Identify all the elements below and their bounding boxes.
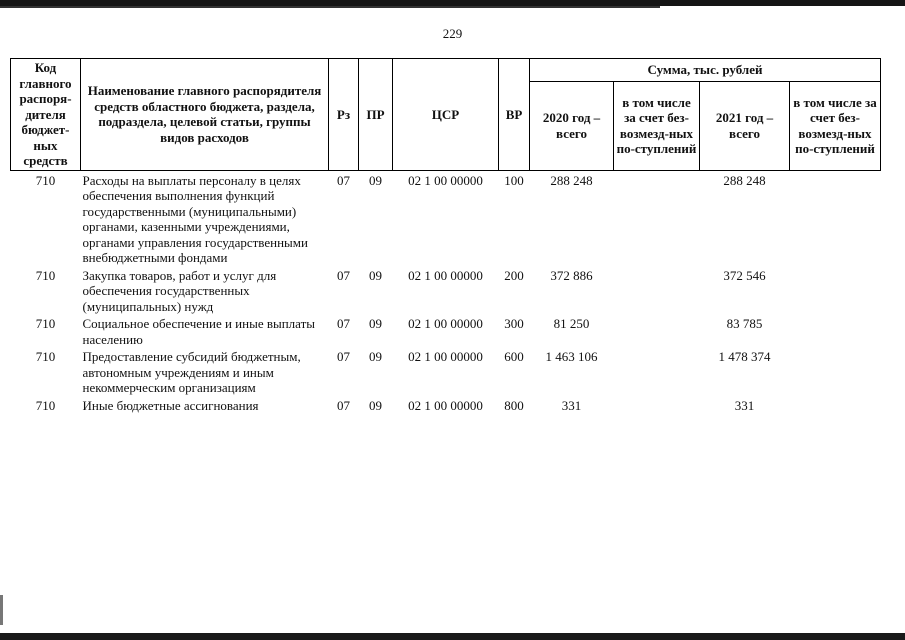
scan-top-border-thin <box>0 6 660 8</box>
cell-vr: 300 <box>504 316 524 331</box>
header-2020-free: в том числе за счет без-возмезд-ных по-ступлений <box>614 82 700 171</box>
cell-2021-total: 1 478 374 <box>718 349 771 364</box>
cell-code: 710 <box>35 397 56 413</box>
cell-vr: 800 <box>504 397 524 413</box>
cell-2021-free <box>790 170 881 268</box>
header-2021-free: в том числе за счет без-возмезд-ных по-ступлений <box>790 82 881 171</box>
cell-rz: 07 <box>337 267 350 283</box>
table-row <box>11 398 881 416</box>
cell-pr: 09 <box>369 316 382 331</box>
header-vr: ВР <box>499 59 530 171</box>
cell-2020-total: 81 250 <box>553 316 590 331</box>
cell-rz: 07 <box>337 349 350 364</box>
cell-2020-free <box>614 170 700 268</box>
cell-2021-free <box>790 316 881 349</box>
cell-2020-total: 372 886 <box>550 267 593 283</box>
cell-code: 710 <box>35 267 56 283</box>
cell-rz: 07 <box>337 397 350 413</box>
cell-name: Закупка товаров, работ и услуг для обеспечения государственных (муниципальных) нужд <box>82 267 277 314</box>
cell-name: Предоставление субсидий бюджетным, автономным учреждениям и иным некоммерческим организациям <box>82 349 301 395</box>
cell-name: Иные бюджетные ассигнования <box>82 397 259 413</box>
cell-vr: 600 <box>504 349 524 364</box>
table-row <box>11 268 881 317</box>
cell-2020-total: 1 463 106 <box>545 349 598 364</box>
cell-2020-free <box>614 316 700 349</box>
header-rz: Рз <box>329 59 359 171</box>
cell-code: 710 <box>35 172 56 188</box>
header-pr: ПР <box>359 59 393 171</box>
cell-2021-total: 331 <box>734 397 755 413</box>
cell-name: Социальное обеспечение и иные выплаты населению <box>82 316 316 347</box>
cell-2020-free <box>614 349 700 398</box>
scan-bottom-border <box>0 633 905 640</box>
cell-pr: 09 <box>369 397 382 413</box>
header-csr: ЦСР <box>393 59 499 171</box>
cell-2020-free <box>614 268 700 317</box>
cell-2020-total: 331 <box>561 397 582 413</box>
scan-left-edge-mark <box>0 595 3 625</box>
header-code: Код главного распоря-дителя бюджет-ных средств <box>11 59 81 171</box>
cell-2021-total: 83 785 <box>726 316 763 331</box>
table-row <box>11 170 881 268</box>
cell-2020-total: 288 248 <box>550 172 593 188</box>
cell-vr: 100 <box>504 172 524 188</box>
cell-name: Расходы на выплаты персоналу в целях обеспечения выполнения функций государственными (муниципальными) органами, казенными учреждениями, органами управления государственными внебюджетными фондами <box>82 172 308 265</box>
header-name: Наименование главного распорядителя средств областного бюджета, раздела, подраздела, целевой статьи, группы видов расходов <box>81 59 329 171</box>
page-number: 229 <box>442 26 463 41</box>
header-sum-group: Сумма, тыс. рублей <box>530 59 881 82</box>
cell-2021-total: 372 546 <box>723 267 766 283</box>
cell-csr: 02 1 00 00000 <box>408 172 483 188</box>
cell-pr: 09 <box>369 172 382 188</box>
cell-2021-free <box>790 349 881 398</box>
cell-code: 710 <box>35 316 56 331</box>
cell-csr: 02 1 00 00000 <box>408 267 483 283</box>
table-row <box>11 316 881 349</box>
table-row <box>11 349 881 398</box>
cell-pr: 09 <box>369 267 382 283</box>
header-2021-total: 2021 год – всего <box>700 82 790 171</box>
cell-vr: 200 <box>504 267 524 283</box>
budget-table <box>10 58 881 415</box>
cell-csr: 02 1 00 00000 <box>408 316 483 331</box>
cell-csr: 02 1 00 00000 <box>408 349 483 364</box>
cell-code: 710 <box>35 349 56 364</box>
cell-2021-total: 288 248 <box>723 172 766 188</box>
cell-rz: 07 <box>337 172 350 188</box>
header-row-top <box>11 59 881 82</box>
cell-2021-free <box>790 268 881 317</box>
cell-csr: 02 1 00 00000 <box>408 397 483 413</box>
cell-2021-free <box>790 398 881 416</box>
cell-rz: 07 <box>337 316 350 331</box>
header-2020-total: 2020 год – всего <box>530 82 614 171</box>
cell-2020-free <box>614 398 700 416</box>
cell-pr: 09 <box>369 349 382 364</box>
